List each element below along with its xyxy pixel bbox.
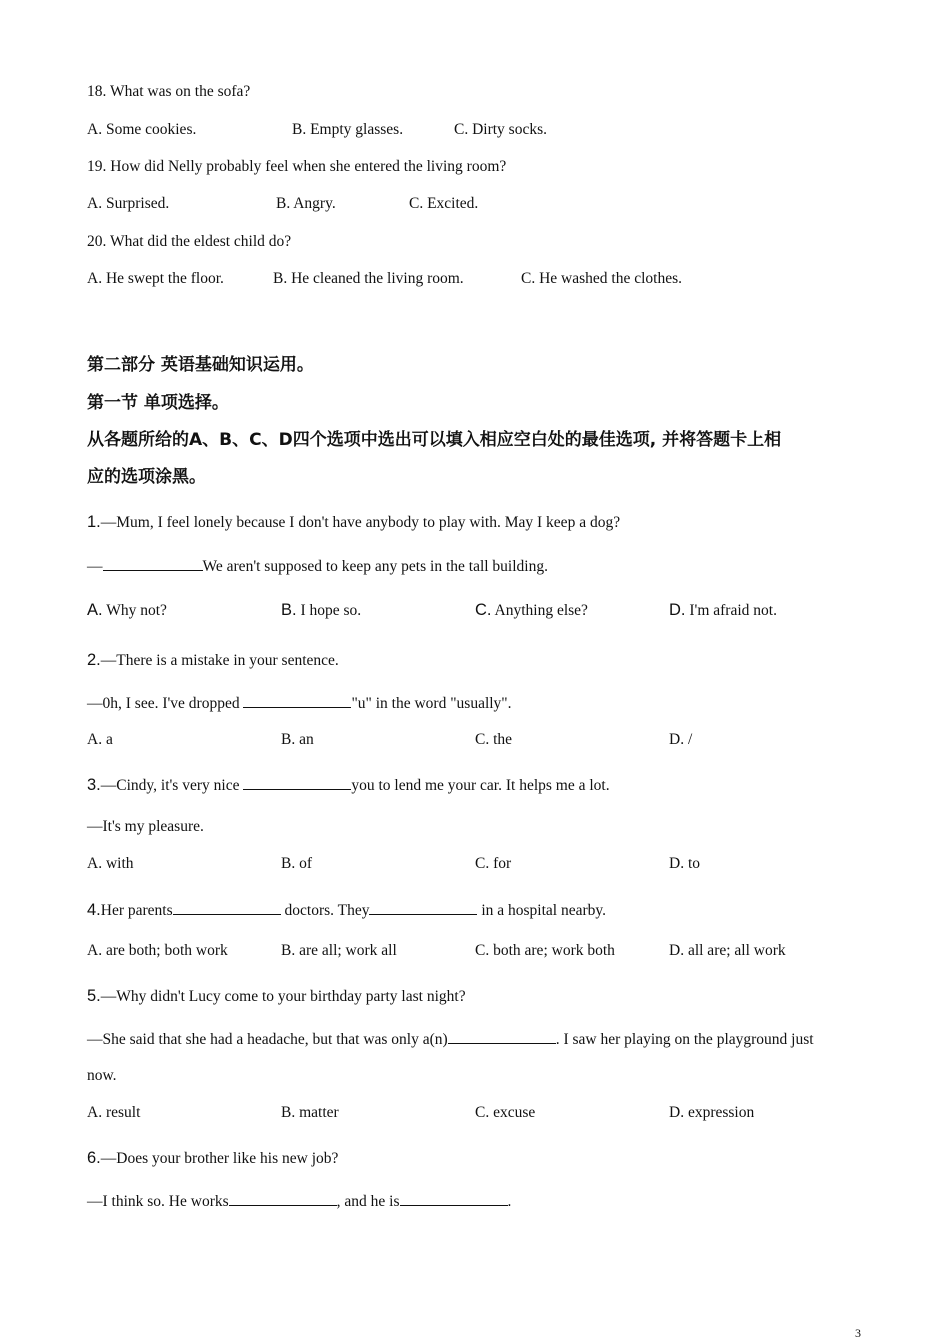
q1-option-d-text: I'm afraid not. xyxy=(689,602,777,619)
q3-prompt xyxy=(87,774,610,796)
q3-option-c: C. for xyxy=(475,855,512,872)
part2-title: 第二部分 英语基础知识运用。 xyxy=(87,355,314,375)
q1-text: —Mum, I feel lonely because I don't have anybody to play with. May I keep a dog? xyxy=(100,514,621,531)
q5-number: 5. xyxy=(87,987,101,1005)
q1-prompt xyxy=(87,512,620,533)
q1-response-text: We aren't supposed to keep any pets in the tall building. xyxy=(202,558,548,575)
q1-option-a-text: Why not? xyxy=(106,602,167,619)
q5-response xyxy=(87,1028,814,1050)
q2-response xyxy=(87,692,512,714)
q3-option-b: B. of xyxy=(281,855,312,872)
q2-number: 2. xyxy=(87,651,101,669)
q5-blank xyxy=(448,1028,556,1044)
q20-option-a: A. He swept the floor. xyxy=(87,270,224,287)
q1-option-b-text: I hope so. xyxy=(300,602,362,619)
q1-blank xyxy=(103,555,203,571)
q4-blank-1 xyxy=(173,899,281,915)
page-number: 3 xyxy=(855,1326,861,1340)
q1-option-b-label: B. xyxy=(281,601,297,619)
q4-text-middle: doctors. They xyxy=(280,902,370,919)
q1-option-c-text: Anything else? xyxy=(494,602,588,619)
q6-response xyxy=(87,1190,511,1212)
q5-text: —Why didn't Lucy come to your birthday party last night? xyxy=(100,988,466,1005)
q5-option-c: C. excuse xyxy=(475,1104,536,1121)
q1-option-d-label: D. xyxy=(669,601,686,619)
q3-response: —It's my pleasure. xyxy=(87,818,204,835)
q5-response-end: . I saw her playing on the playground just xyxy=(555,1031,814,1048)
q3-text-start: —Cindy, it's very nice xyxy=(100,777,244,794)
q1-option-d xyxy=(669,600,777,621)
q5-prompt xyxy=(87,986,466,1007)
q2-option-c: C. the xyxy=(475,731,513,748)
instruction-line-1: 从各题所给的A、B、C、D四个选项中选出可以填入相应空白处的最佳选项, 并将答题卡上相 xyxy=(87,430,782,450)
q2-blank xyxy=(243,692,351,708)
q1-number: 1. xyxy=(87,513,101,531)
q2-response-start: —0h, I see. I've dropped xyxy=(87,695,244,712)
q4-text-start: Her parents xyxy=(100,902,173,919)
q20-option-b: B. He cleaned the living room. xyxy=(273,270,464,287)
q20-option-c: C. He washed the clothes. xyxy=(521,270,682,287)
q4-option-d: D. all are; all work xyxy=(669,942,786,959)
q6-blank-1 xyxy=(229,1190,337,1206)
q1-option-b xyxy=(281,600,361,621)
instruction-line-2: 应的选项涂黑。 xyxy=(87,467,206,487)
q1-option-c-label: C. xyxy=(475,601,492,619)
q2-text: —There is a mistake in your sentence. xyxy=(100,652,339,669)
q6-response-end: . xyxy=(507,1193,512,1210)
q3-option-a: A. with xyxy=(87,855,134,872)
q19-option-a: A. Surprised. xyxy=(87,195,170,212)
q3-number: 3. xyxy=(87,776,101,794)
question-20: 20. What did the eldest child do? xyxy=(87,233,292,250)
q18-option-a: A. Some cookies. xyxy=(87,121,197,138)
q18-option-c: C. Dirty socks. xyxy=(454,121,547,138)
q5-option-d: D. expression xyxy=(669,1104,755,1121)
q5-response-start: —She said that she had a headache, but that was only a(n) xyxy=(87,1031,448,1048)
q4-option-a: A. are both; both work xyxy=(87,942,228,959)
q6-response-middle: , and he is xyxy=(336,1193,400,1210)
q6-response-start: —I think so. He works xyxy=(87,1193,229,1210)
q4-text-end: in a hospital nearby. xyxy=(477,902,607,919)
q19-option-c: C. Excited. xyxy=(409,195,479,212)
q2-option-a: A. a xyxy=(87,731,113,748)
q6-blank-2 xyxy=(400,1190,508,1206)
q4-option-c: C. both are; work both xyxy=(475,942,615,959)
q18-option-b: B. Empty glasses. xyxy=(292,121,404,138)
q1-response xyxy=(87,555,548,577)
q19-option-b: B. Angry. xyxy=(276,195,336,212)
q6-number: 6. xyxy=(87,1149,101,1167)
q5-option-a: A. result xyxy=(87,1104,141,1121)
q5-response-cont: now. xyxy=(87,1067,117,1084)
section-title: 第一节 单项选择。 xyxy=(87,393,229,413)
q4-number: 4. xyxy=(87,901,101,919)
q2-option-b: B. an xyxy=(281,731,314,748)
q3-text-end: you to lend me your car. It helps me a lot. xyxy=(351,777,610,794)
q1-option-a-label: A. xyxy=(87,601,103,619)
question-19: 19. How did Nelly probably feel when she entered the living room? xyxy=(87,158,507,175)
q4-option-b: B. are all; work all xyxy=(281,942,397,959)
q6-text: —Does your brother like his new job? xyxy=(100,1150,339,1167)
q6-prompt xyxy=(87,1148,338,1169)
q2-prompt xyxy=(87,650,339,671)
q1-option-a xyxy=(87,600,167,621)
q1-option-c xyxy=(475,600,588,621)
question-18: 18. What was on the sofa? xyxy=(87,83,251,100)
q4-blank-2 xyxy=(369,899,477,915)
q1-dash: — xyxy=(87,558,103,575)
q4-prompt xyxy=(87,899,606,921)
q3-option-d: D. to xyxy=(669,855,700,872)
q5-option-b: B. matter xyxy=(281,1104,339,1121)
q2-option-d: D. / xyxy=(669,731,693,748)
q2-response-end: "u" in the word "usually". xyxy=(351,695,512,712)
q3-blank xyxy=(243,774,351,790)
